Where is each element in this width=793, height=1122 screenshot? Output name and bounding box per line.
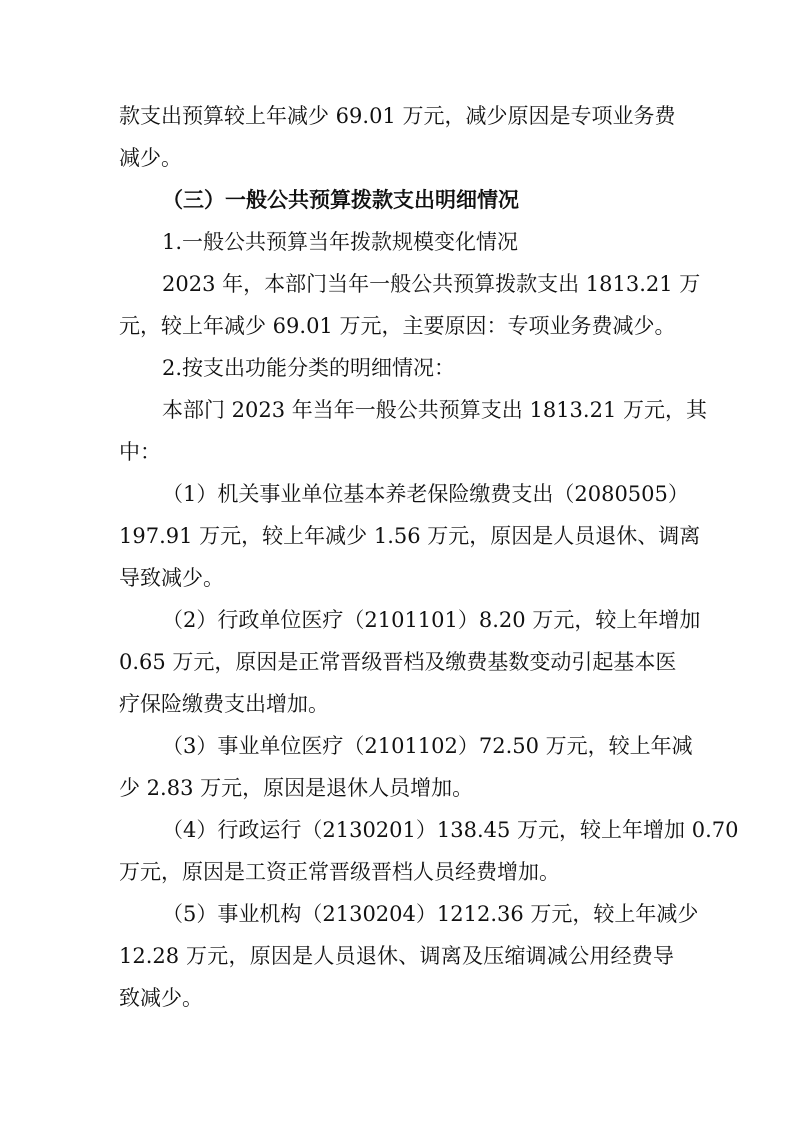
list-item-text: 致减少。 [119, 986, 203, 1010]
text-line: 中： [119, 440, 161, 464]
text-line: 减少。 [119, 146, 182, 170]
list-item-text: 0.65 万元，原因是正常晋级晋档及缴费基数变动引起基本医 [119, 650, 677, 674]
list-item-text: （1）机关事业单位基本养老保险缴费支出（2080505） [162, 482, 689, 506]
list-item-text: 导致减少。 [119, 566, 224, 590]
list-item-text: （2）行政单位医疗（2101101）8.20 万元，较上年增加 [162, 608, 701, 632]
text-line: 本部门 2023 年当年一般公共预算支出 1813.21 万元，其 [162, 398, 707, 422]
subheading: 2.按支出功能分类的明细情况： [162, 356, 456, 380]
text-line: 元，较上年减少 69.01 万元，主要原因：专项业务费减少。 [119, 314, 676, 338]
list-item-text: 少 2.83 万元，原因是退休人员增加。 [119, 776, 474, 800]
list-item-text: 万元，原因是工资正常晋级晋档人员经费增加。 [119, 860, 560, 884]
list-item-text: （3）事业单位医疗（2101102）72.50 万元，较上年减 [162, 734, 693, 758]
text-line: 款支出预算较上年减少 69.01 万元，减少原因是专项业务费 [119, 104, 676, 128]
section-heading: （三）一般公共预算拨款支出明细情况 [162, 188, 519, 212]
list-item-text: 12.28 万元，原因是人员退休、调离及压缩调减公用经费导 [119, 944, 674, 968]
list-item-text: 197.91 万元，较上年减少 1.56 万元，原因是人员退休、调离 [119, 524, 701, 548]
list-item-text: （4）行政运行（2130201）138.45 万元，较上年增加 0.70 [162, 818, 739, 842]
subheading: 1.一般公共预算当年拨款规模变化情况 [162, 230, 519, 254]
list-item-text: 疗保险缴费支出增加。 [119, 692, 329, 716]
text-line: 2023 年，本部门当年一般公共预算拨款支出 1813.21 万 [162, 272, 701, 296]
list-item-text: （5）事业机构（2130204）1212.36 万元，较上年减少 [162, 902, 699, 926]
